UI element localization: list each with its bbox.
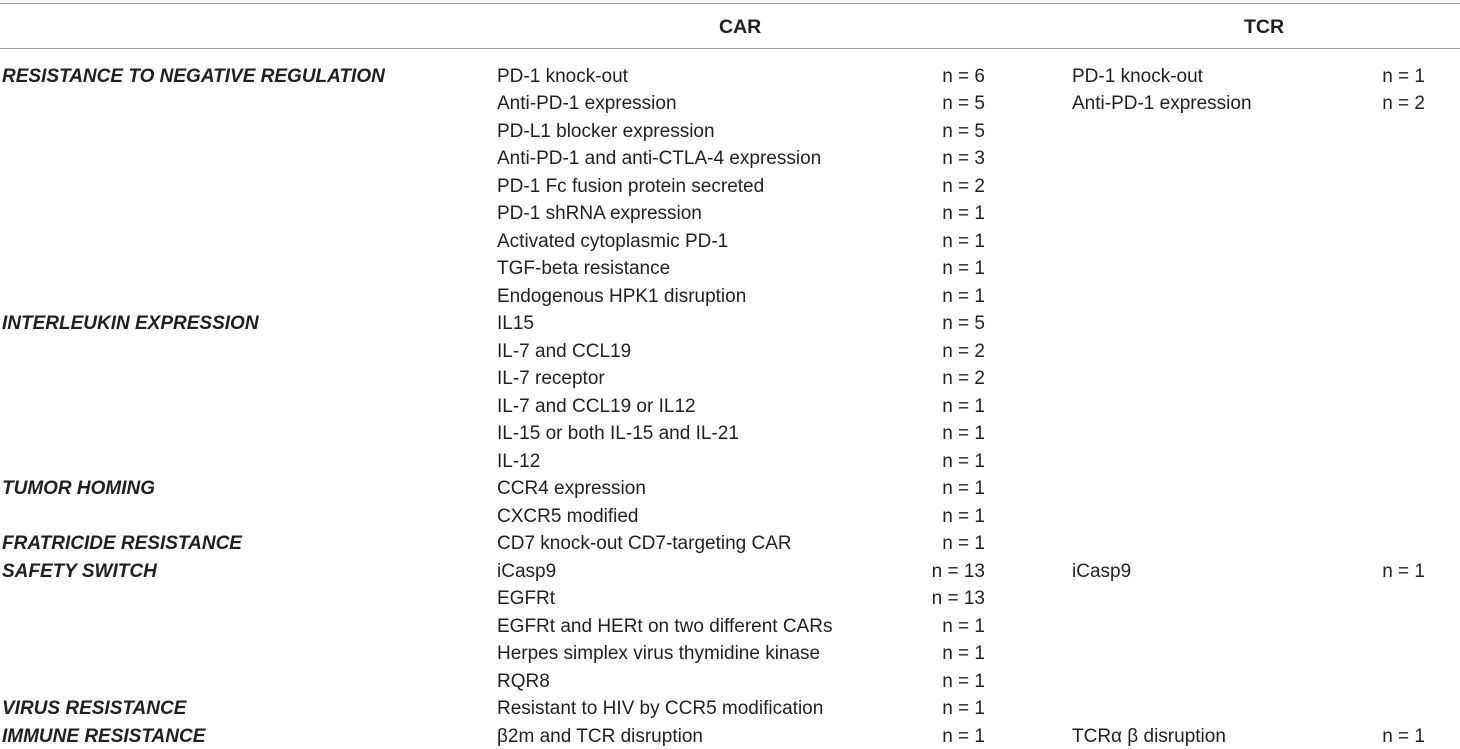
car-modification: EGFRt and HERt on two different CARs xyxy=(497,615,833,637)
category-label: IMMUNE RESISTANCE xyxy=(2,725,206,747)
car-modification: CXCR5 modified xyxy=(497,505,639,527)
car-modification: Anti-PD-1 and anti-CTLA-4 expression xyxy=(497,148,822,169)
car-modification: Resistant to HIV by CCR5 modification xyxy=(497,698,824,719)
car-count: n = 1 xyxy=(942,533,985,554)
car-modification: PD-L1 blocker expression xyxy=(497,120,715,142)
tcr-count: n = 1 xyxy=(1382,65,1425,87)
car-modification: EGFRt xyxy=(497,588,556,609)
car-count: n = 1 xyxy=(942,285,985,307)
car-count: n = 1 xyxy=(942,478,985,499)
car-count: n = 1 xyxy=(942,698,985,719)
car-modification: RQR8 xyxy=(497,670,550,692)
category-label: RESISTANCE TO NEGATIVE REGULATION xyxy=(2,65,385,87)
car-count: n = 1 xyxy=(942,230,985,252)
category-label: INTERLEUKIN EXPRESSION xyxy=(2,313,259,334)
car-modification: PD-1 knock-out xyxy=(497,65,628,87)
car-modification: CD7 knock-out CD7-targeting CAR xyxy=(497,533,792,554)
tcr-count: n = 1 xyxy=(1382,560,1425,582)
car-count: n = 1 xyxy=(942,670,985,692)
car-modification: IL-7 receptor xyxy=(497,368,605,389)
car-count: n = 13 xyxy=(931,560,985,582)
car-modification: IL-7 and CCL19 xyxy=(497,340,632,362)
car-count: n = 1 xyxy=(942,615,985,637)
tcr-modification: PD-1 knock-out xyxy=(1072,65,1203,87)
car-count: n = 3 xyxy=(942,148,985,169)
car-count: n = 6 xyxy=(942,65,985,87)
column-header-tcr: TCR xyxy=(1244,16,1285,38)
tcr-count: n = 1 xyxy=(1382,725,1425,747)
car-count: n = 5 xyxy=(942,313,985,334)
car-modification: IL-12 xyxy=(497,450,541,472)
tcr-count: n = 2 xyxy=(1382,93,1425,114)
tcr-modification: iCasp9 xyxy=(1072,560,1132,582)
car-modification: IL-7 and CCL19 or IL12 xyxy=(497,395,696,417)
car-count: n = 5 xyxy=(942,93,985,114)
car-count: n = 1 xyxy=(942,725,985,747)
category-label: TUMOR HOMING xyxy=(2,478,156,499)
car-count: n = 1 xyxy=(942,643,985,664)
car-modification: CCR4 expression xyxy=(497,478,646,499)
car-modification: Herpes simplex virus thymidine kinase xyxy=(497,643,821,664)
car-count: n = 1 xyxy=(942,505,985,527)
car-count: n = 1 xyxy=(942,258,985,279)
category-label: SAFETY SWITCH xyxy=(2,560,157,582)
car-modification: PD-1 Fc fusion protein secreted xyxy=(497,175,765,197)
car-modification: TGF-beta resistance xyxy=(497,258,671,279)
car-count: n = 1 xyxy=(942,203,985,224)
car-modification: IL15 xyxy=(497,313,534,334)
car-modification: iCasp9 xyxy=(497,560,557,582)
car-count: n = 2 xyxy=(942,368,985,389)
car-count: n = 5 xyxy=(942,120,985,142)
car-modification: Activated cytoplasmic PD-1 xyxy=(497,230,729,252)
car-count: n = 1 xyxy=(942,395,985,417)
car-count: n = 2 xyxy=(942,175,985,197)
car-count: n = 2 xyxy=(942,340,985,362)
car-modification: Anti-PD-1 expression xyxy=(497,93,677,114)
car-count: n = 1 xyxy=(942,423,985,444)
column-header-car: CAR xyxy=(719,16,762,38)
car-modification: β2m and TCR disruption xyxy=(497,725,703,747)
tcr-modification: Anti-PD-1 expression xyxy=(1072,93,1252,114)
category-label: FRATRICIDE RESISTANCE xyxy=(2,533,242,554)
tcr-modification: TCRα β disruption xyxy=(1072,725,1226,747)
car-modification: IL-15 or both IL-15 and IL-21 xyxy=(497,423,739,444)
category-label: VIRUS RESISTANCE xyxy=(2,698,187,719)
car-modification: Endogenous HPK1 disruption xyxy=(497,285,747,307)
car-count: n = 1 xyxy=(942,450,985,472)
car-count: n = 13 xyxy=(931,588,985,609)
car-modification: PD-1 shRNA expression xyxy=(497,203,702,224)
